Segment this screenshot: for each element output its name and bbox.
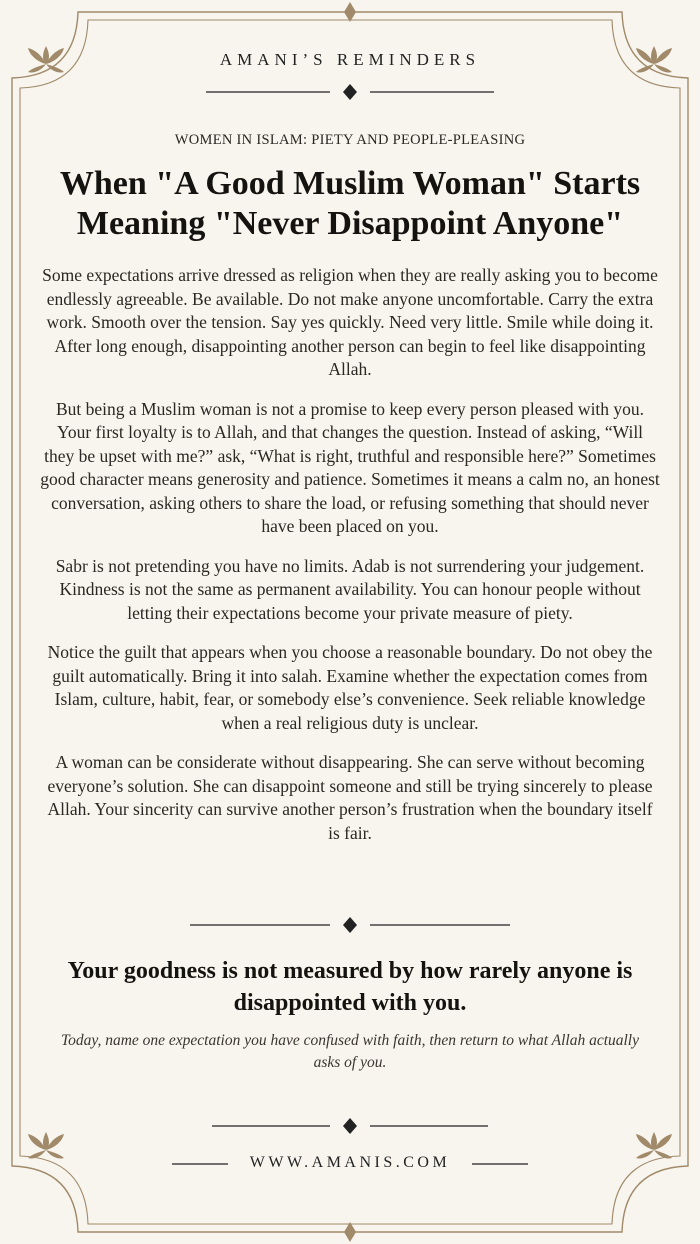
paragraph: Sabr is not pretending you have no limits. Adab is not surrendering your judgement. Kindness is not the same as permanent availability. You can honour people without letting their expectations become your private measure of piety. [55, 555, 645, 623]
paragraph: A woman can be considerate without disappearing. She can serve without becoming everyone’s solution. She can disappoint someone and still be trying sincerely to please Allah. Your sincerity can survive another person’s frustration when the boundary itself is fair. [47, 752, 653, 843]
paragraph: Some expectations arrive dressed as religion when they are really asking you to become endlessly agreeable. Be available. Do not make anyone uncomfortable. Carry the extra work. Smooth over the tension. Say yes quickly. Need very little. Smile while doing it. After long enough, disappointing another person can begin to feel like disappointing Allah. [42, 265, 658, 379]
paragraph: But being a Muslim woman is not a promise to keep every person pleased with you. Your first loyalty is to Allah, and that changes the question. Instead of asking, “Will they be upset with me?” ask, “What is right, truthful and responsible here?” Sometimes good character means generosity and patience. Sometimes it means a calm no, an honest conversation, asking others to share the load, or refusing something that should never have been placed on you. [40, 398, 660, 536]
diamond-divider-icon [343, 84, 357, 100]
page-title: When "A Good Muslim Woman" Starts Meaning "Never Disappoint Anyone" [59, 165, 641, 242]
top-diamond-icon [344, 2, 356, 22]
header-divider [0, 82, 700, 102]
article-body [40, 264, 660, 861]
diamond-divider-icon [343, 917, 357, 933]
brand-header: AMANI’S REMINDERS [219, 50, 481, 69]
paragraph: Notice the guilt that appears when you choose a reasonable boundary. Do not obey the guilt automatically. Bring it into salah. Examine whether the expectation comes from Islam, culture, habit, fear, or somebody else’s convenience. Seek reliable knowledge when a real religious duty is unclear. [47, 642, 653, 733]
bottom-line-quote: Your goodness is not measured by how rarely anyone is disappointed with you. [67, 958, 633, 1016]
section-divider [0, 915, 700, 935]
bottom-diamond-icon [344, 1222, 356, 1242]
diamond-divider-icon [343, 1118, 357, 1134]
website-url[interactable]: WWW.AMANIS.COM [249, 1154, 451, 1171]
footer-divider [0, 1116, 700, 1136]
category-label: WOMEN IN ISLAM: PIETY AND PEOPLE-PLEASING [174, 132, 526, 148]
action-prompt: Today, name one expectation you have confused with faith, then return to what Allah actually asks of you. [60, 1032, 639, 1071]
